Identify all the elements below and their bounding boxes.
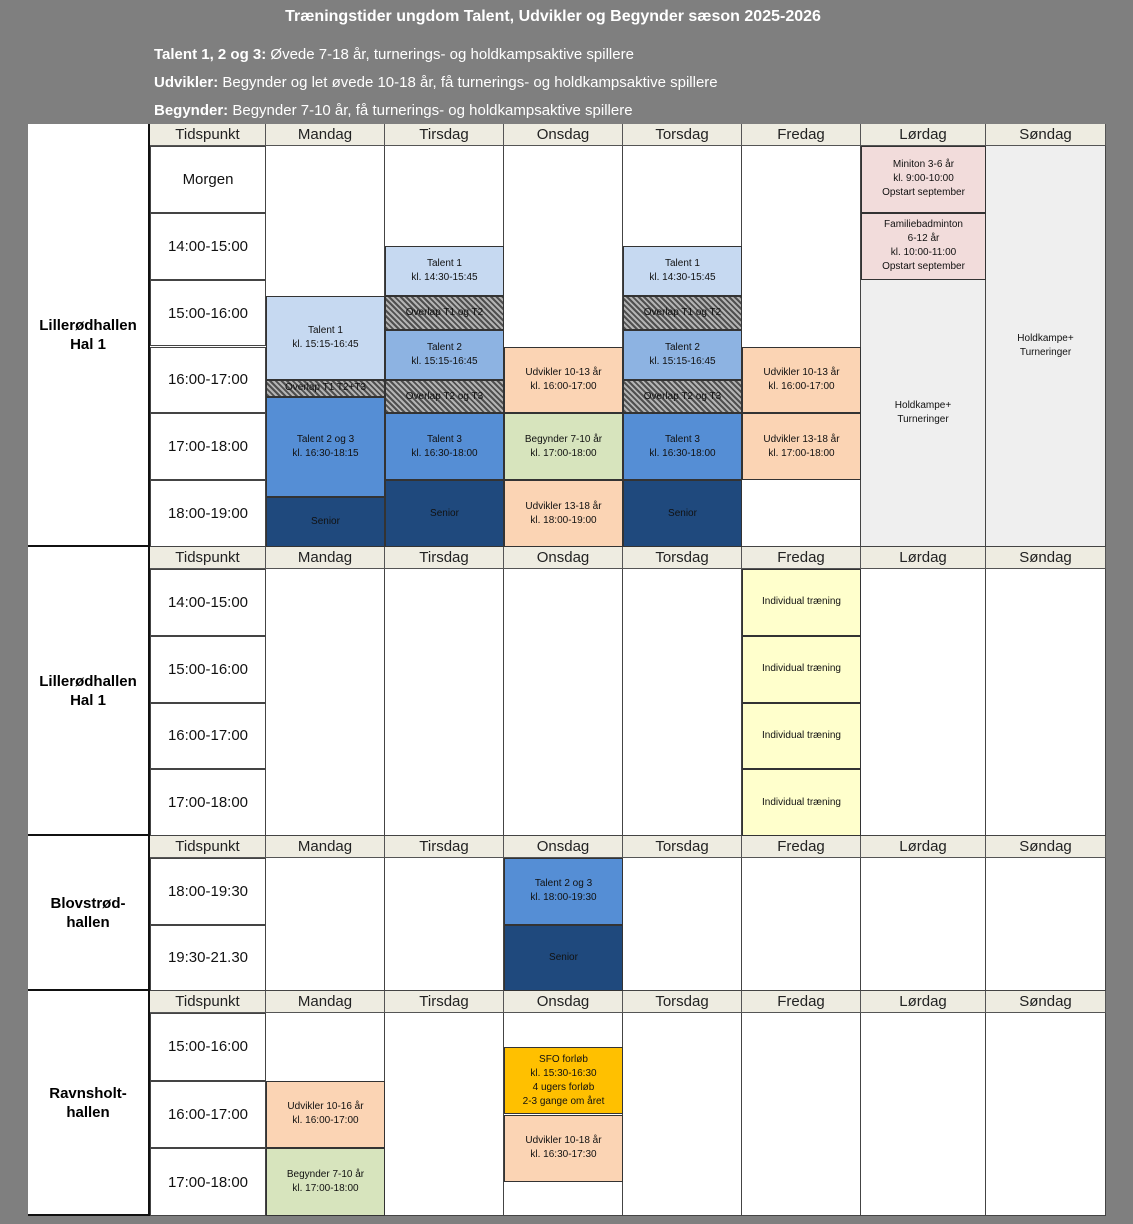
training-block: Udvikler 10-18 år kl. 16:30-17:30 — [504, 1115, 623, 1183]
column-header-5: Fredag — [742, 836, 861, 858]
overlap-block: Overlap T1 og T2 — [623, 296, 742, 329]
tournament-block: Holdkampe+ Turneringer — [861, 280, 986, 547]
training-block: Individual træning — [742, 769, 861, 836]
time-slot: 15:00-16:00 — [150, 280, 266, 347]
column-header-2: Tirsdag — [385, 836, 504, 858]
time-slot: 16:00-17:00 — [150, 703, 266, 770]
training-block: Begynder 7-10 år kl. 17:00-18:00 — [266, 1148, 385, 1216]
time-slot: 18:00-19:30 — [150, 858, 266, 925]
training-block: Talent 2 og 3 kl. 18:00-19:30 — [504, 858, 623, 925]
overlap-block: Overlap T2 og T3 — [385, 380, 504, 413]
training-block: Senior — [504, 925, 623, 992]
day-column — [986, 858, 1106, 991]
column-header-7: Søndag — [986, 836, 1106, 858]
day-column — [266, 569, 385, 836]
training-block: Talent 2 kl. 15:15-16:45 — [385, 330, 504, 380]
column-header-7: Søndag — [986, 124, 1106, 146]
column-header-2: Tirsdag — [385, 991, 504, 1013]
day-column — [504, 569, 623, 836]
training-block: Udvikler 13-18 år kl. 17:00-18:00 — [742, 413, 861, 480]
day-column — [623, 1013, 742, 1216]
training-block: Familiebadminton 6-12 år kl. 10:00-11:00 Opstart september — [861, 213, 986, 280]
day-column — [861, 569, 986, 836]
column-header-1: Mandag — [266, 836, 385, 858]
column-header-2: Tirsdag — [385, 547, 504, 569]
day-column — [266, 858, 385, 991]
legend-label: Talent 1, 2 og 3: — [154, 46, 267, 63]
column-header-7: Søndag — [986, 547, 1106, 569]
time-slot: 15:00-16:00 — [150, 636, 266, 703]
time-slot: 16:00-17:00 — [150, 347, 266, 414]
column-header-3: Onsdag — [504, 836, 623, 858]
column-header-4: Torsdag — [623, 836, 742, 858]
training-block: Udvikler 10-13 år kl. 16:00-17:00 — [742, 347, 861, 414]
column-header-7: Søndag — [986, 991, 1106, 1013]
day-column — [861, 1013, 986, 1216]
venue-label: Blovstrød- hallen — [28, 836, 150, 991]
overlap-block: Overlap T2 og T3 — [623, 380, 742, 413]
day-column — [623, 569, 742, 836]
legend-talent — [154, 46, 634, 63]
column-header-4: Torsdag — [623, 124, 742, 146]
column-header-5: Fredag — [742, 124, 861, 146]
training-block: Miniton 3-6 år kl. 9:00-10:00 Opstart september — [861, 146, 986, 213]
column-header-5: Fredag — [742, 991, 861, 1013]
column-header-2: Tirsdag — [385, 124, 504, 146]
time-slot: 14:00-15:00 — [150, 569, 266, 636]
overlap-block: Overlap T1 og T2 — [385, 296, 504, 329]
venue-label: Lillerødhallen Hal 1 — [28, 547, 150, 836]
training-block: Talent 3 kl. 16:30-18:00 — [385, 413, 504, 480]
column-header-5: Fredag — [742, 547, 861, 569]
training-block: Udvikler 10-13 år kl. 16:00-17:00 — [504, 347, 623, 414]
column-header-1: Mandag — [266, 991, 385, 1013]
legend-udvikler — [154, 74, 718, 91]
training-block: Senior — [623, 480, 742, 547]
day-column — [385, 569, 504, 836]
column-header-6: Lørdag — [861, 991, 986, 1013]
time-slot: 15:00-16:00 — [150, 1013, 266, 1081]
time-slot: 14:00-15:00 — [150, 213, 266, 280]
day-column — [742, 858, 861, 991]
column-header-1: Mandag — [266, 547, 385, 569]
training-block: Talent 2 kl. 15:15-16:45 — [623, 330, 742, 380]
column-header-0: Tidspunkt — [150, 991, 266, 1013]
column-header-4: Torsdag — [623, 991, 742, 1013]
venue-label: Lillerødhallen Hal 1 — [28, 124, 150, 547]
overlap-block: Overlap T1 T2+T3 — [266, 380, 385, 397]
training-block: Udvikler 13-18 år kl. 18:00-19:00 — [504, 480, 623, 547]
time-slot: 18:00-19:00 — [150, 480, 266, 547]
training-block: Talent 1 kl. 14:30-15:45 — [623, 246, 742, 296]
venue-label: Ravnsholt- hallen — [28, 991, 150, 1216]
schedule-grid — [28, 124, 1106, 1216]
day-column — [986, 569, 1106, 836]
column-header-6: Lørdag — [861, 836, 986, 858]
column-header-1: Mandag — [266, 124, 385, 146]
page-title: Træningstider ungdom Talent, Udvikler og Begynder sæson 2025-2026 — [285, 8, 821, 25]
column-header-3: Onsdag — [504, 124, 623, 146]
day-column — [385, 1013, 504, 1216]
column-header-3: Onsdag — [504, 991, 623, 1013]
training-block: Talent 2 og 3 kl. 16:30-18:15 — [266, 397, 385, 497]
column-header-4: Torsdag — [623, 547, 742, 569]
legend-label: Udvikler: — [154, 74, 219, 91]
legend-text: Begynder 7-10 år, få turnerings- og holdkampsaktive spillere — [228, 102, 633, 119]
column-header-6: Lørdag — [861, 124, 986, 146]
day-column — [986, 1013, 1106, 1216]
training-block: Individual træning — [742, 569, 861, 636]
time-slot: 19:30-21.30 — [150, 925, 266, 992]
day-column — [385, 858, 504, 991]
legend-label: Begynder: — [154, 102, 229, 119]
time-slot: 17:00-18:00 — [150, 769, 266, 836]
training-block: SFO forløb kl. 15:30-16:30 4 ugers forløb 2-3 gange om året — [504, 1047, 623, 1115]
time-slot: 16:00-17:00 — [150, 1081, 266, 1149]
time-slot: Morgen — [150, 146, 266, 213]
day-column — [742, 1013, 861, 1216]
training-block: Udvikler 10-16 år kl. 16:00-17:00 — [266, 1081, 385, 1149]
day-column — [623, 858, 742, 991]
training-block: Individual træning — [742, 703, 861, 770]
column-header-3: Onsdag — [504, 547, 623, 569]
training-block: Talent 1 kl. 14:30-15:45 — [385, 246, 504, 296]
legend-text: Begynder og let øvede 10-18 år, få turnerings- og holdkampsaktive spillere — [218, 74, 718, 91]
training-block: Senior — [385, 480, 504, 547]
legend-text: Øvede 7-18 år, turnerings- og holdkampsaktive spillere — [266, 46, 634, 63]
training-block: Talent 1 kl. 15:15-16:45 — [266, 296, 385, 380]
column-header-0: Tidspunkt — [150, 547, 266, 569]
legend-begynder — [154, 102, 633, 119]
training-block: Individual træning — [742, 636, 861, 703]
column-header-0: Tidspunkt — [150, 836, 266, 858]
training-block: Senior — [266, 497, 385, 547]
day-column — [861, 858, 986, 991]
training-block: Talent 3 kl. 16:30-18:00 — [623, 413, 742, 480]
column-header-6: Lørdag — [861, 547, 986, 569]
training-block: Begynder 7-10 år kl. 17:00-18:00 — [504, 413, 623, 480]
time-slot: 17:00-18:00 — [150, 1148, 266, 1216]
tournament-block: Holdkampe+ Turneringer — [986, 146, 1106, 547]
time-slot: 17:00-18:00 — [150, 413, 266, 480]
column-header-0: Tidspunkt — [150, 124, 266, 146]
